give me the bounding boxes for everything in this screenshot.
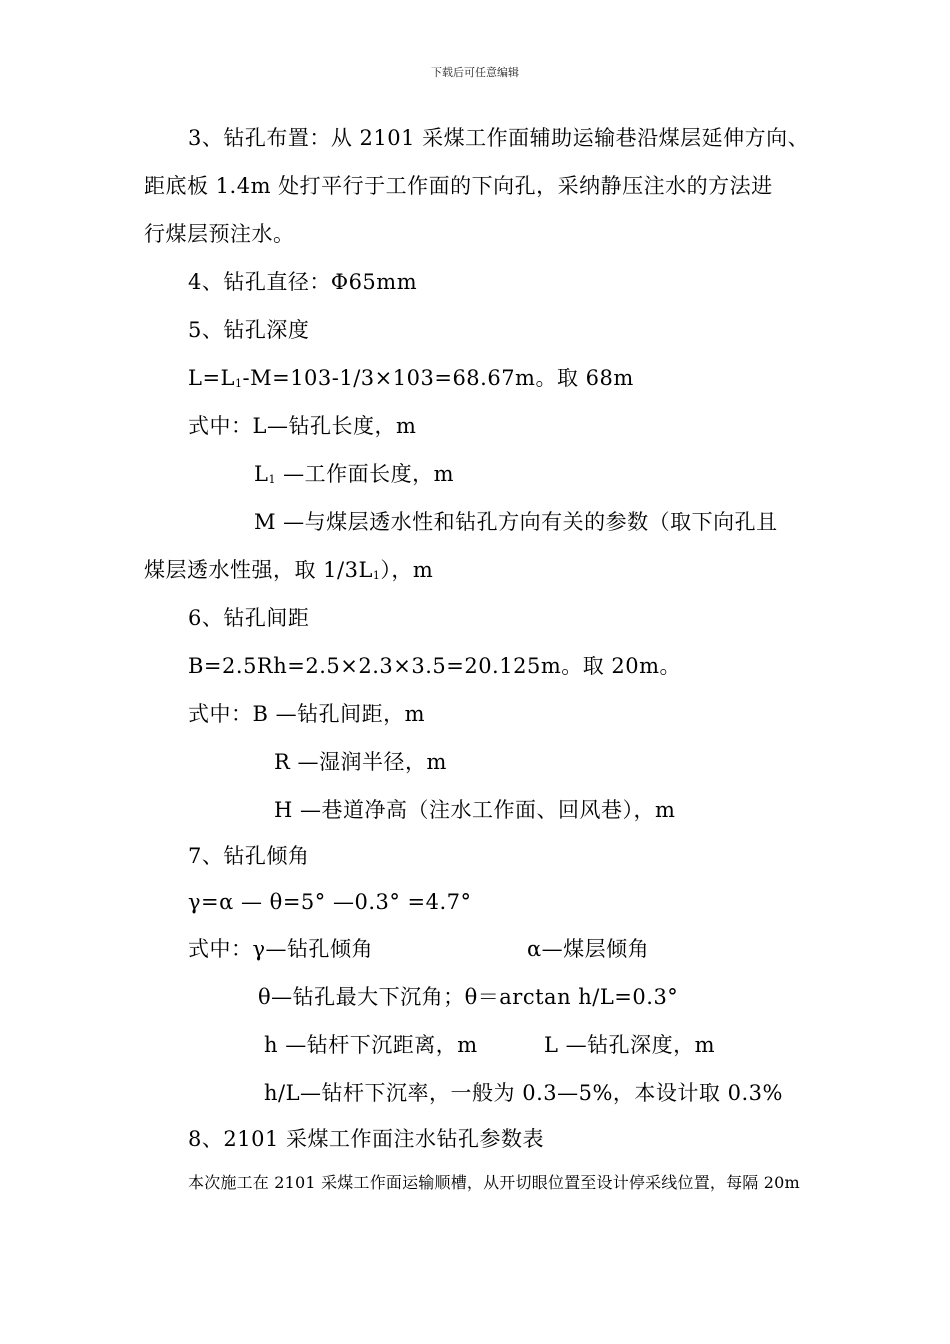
definition: ），m [380,558,434,582]
section-6-where-b: 式中：B —钻孔间距，m [188,702,426,726]
formula-part: L=L [188,366,235,390]
section-6-title: 6、钻孔间距 [188,606,310,630]
section-3-line-2: 距底板 1.4m 处打平行于工作面的下向孔，采纳静压注水的方法进 [144,174,773,198]
section-7-where-l: L —钻孔深度，m [544,1033,716,1057]
section-7-where-gamma: 式中：γ—钻孔倾角 [188,937,374,961]
section-6-formula: B=2.5Rh=2.5×2.3×3.5=20.125m。取 20m。 [188,654,682,678]
section-8-title: 8、2101 采煤工作面注水钻孔参数表 [188,1127,544,1151]
section-7-where-alpha: α—煤层倾角 [527,937,650,961]
section-5-where-l: 式中：L—钻孔长度，m [188,414,417,438]
section-7-where-theta: θ—钻孔最大下沉角；θ＝arctan h/L=0.3° [258,985,679,1009]
definition: —工作面长度，m [275,462,455,486]
subscript: 1 [235,377,243,390]
section-7-title: 7、钻孔倾角 [188,844,310,868]
section-3-line-1: 3、钻孔布置：从 2101 采煤工作面辅助运输巷沿煤层延伸方向、 [188,126,810,150]
section-5-formula [188,365,634,391]
section-8-note: 本次施工在 2101 采煤工作面运输顺槽，从开切眼位置至设计停采线位置，每隔 20m [188,1173,800,1192]
section-5-where-m-line-2 [144,557,433,583]
page-header: 下载后可任意编辑 [431,66,519,79]
section-3-line-3: 行煤层预注水。 [144,222,295,246]
section-5-where-m-line-1: M —与煤层透水性和钻孔方向有关的参数（取下向孔且 [254,510,778,534]
section-6-where-h: H —巷道净高（注水工作面、回风巷），m [274,798,676,822]
subscript: 1 [268,473,276,486]
section-4-drill-diameter: 4、钻孔直径：Φ65mm [188,270,418,294]
section-6-where-r: R —湿润半径，m [274,750,447,774]
section-5-where-l1 [254,461,454,487]
section-5-title: 5、钻孔深度 [188,318,310,342]
section-7-where-h: h —钻杆下沉距离，m [264,1033,478,1057]
symbol: L [254,462,269,486]
definition: 煤层透水性强，取 1/3L [144,558,373,582]
section-7-formula: γ=α — θ=5° —0.3° =4.7° [188,890,472,914]
formula-part: -M=103-1/3×103=68.67m。取 68m [242,366,634,390]
section-7-where-rate: h/L—钻杆下沉率，一般为 0.3—5%，本设计取 0.3% [264,1081,783,1105]
subscript: 1 [372,569,381,582]
